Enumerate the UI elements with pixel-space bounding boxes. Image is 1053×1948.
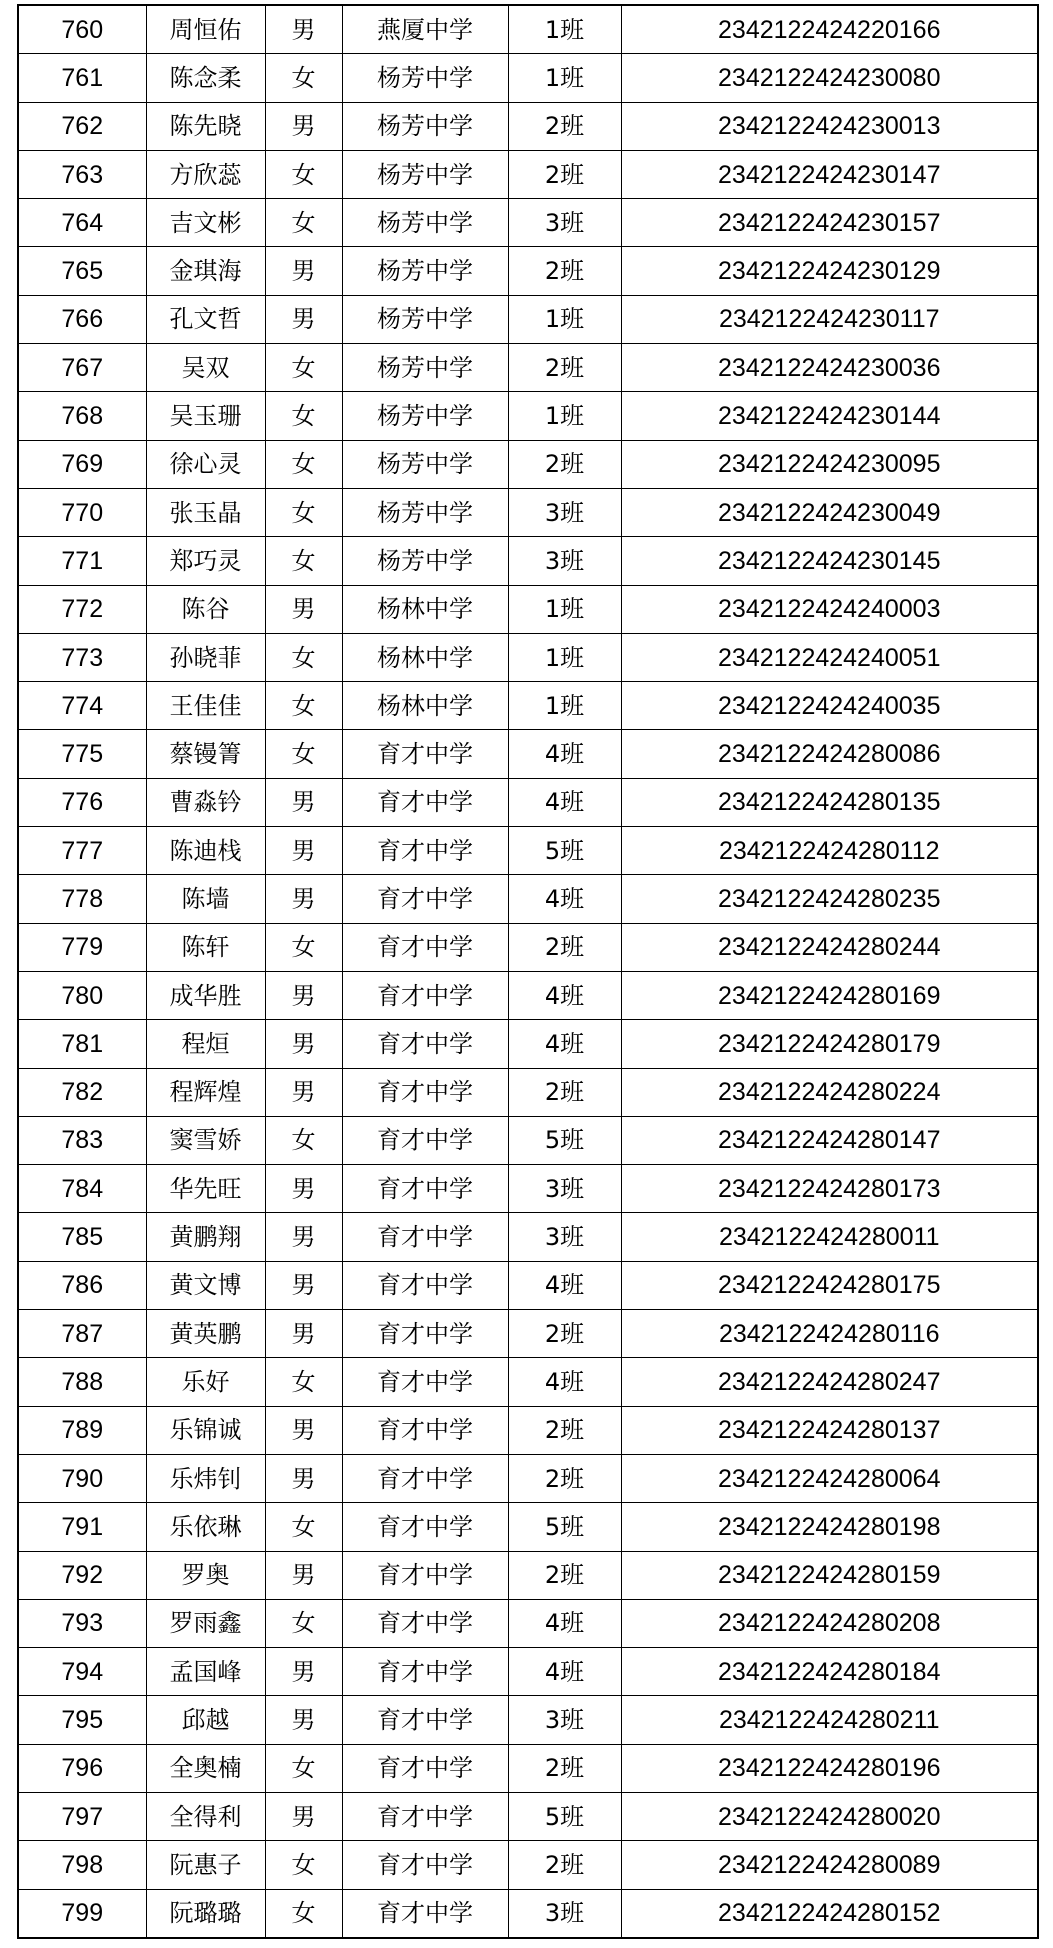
serial-number-cell: 763 <box>18 150 146 198</box>
school-cell: 育才中学 <box>342 1020 508 1068</box>
class-cell: 1班 <box>508 633 621 681</box>
serial-number-cell: 798 <box>18 1841 146 1889</box>
table-row <box>18 1792 1038 1840</box>
gender-cell: 女 <box>265 1503 342 1551</box>
student-name-cell: 金琪海 <box>146 247 265 295</box>
serial-number-cell: 787 <box>18 1310 146 1358</box>
student-name-cell: 王佳佳 <box>146 682 265 730</box>
student-name-cell: 陈先晓 <box>146 102 265 150</box>
school-cell: 杨芳中学 <box>342 247 508 295</box>
school-cell: 杨芳中学 <box>342 537 508 585</box>
table-row <box>18 440 1038 488</box>
gender-cell: 女 <box>265 633 342 681</box>
gender-cell: 男 <box>265 1261 342 1309</box>
student-name-cell: 黄英鹏 <box>146 1310 265 1358</box>
serial-number-cell: 781 <box>18 1020 146 1068</box>
class-cell: 3班 <box>508 1889 621 1938</box>
serial-number-cell: 761 <box>18 54 146 102</box>
class-cell: 2班 <box>508 1068 621 1116</box>
exam-number-cell: 2342122424230036 <box>621 344 1038 392</box>
gender-cell: 女 <box>265 537 342 585</box>
serial-number-cell: 762 <box>18 102 146 150</box>
student-name-cell: 曹淼钤 <box>146 778 265 826</box>
gender-cell: 女 <box>265 1116 342 1164</box>
class-cell: 4班 <box>508 1599 621 1647</box>
student-name-cell: 罗雨鑫 <box>146 1599 265 1647</box>
gender-cell: 男 <box>265 1068 342 1116</box>
class-cell: 4班 <box>508 1648 621 1696</box>
class-cell: 1班 <box>508 5 621 54</box>
school-cell: 杨芳中学 <box>342 488 508 536</box>
student-name-cell: 乐好 <box>146 1358 265 1406</box>
student-name-cell: 周恒佑 <box>146 5 265 54</box>
gender-cell: 女 <box>265 440 342 488</box>
student-name-cell: 孟国峰 <box>146 1648 265 1696</box>
school-cell: 育才中学 <box>342 1454 508 1502</box>
student-name-cell: 吉文彬 <box>146 199 265 247</box>
class-cell: 3班 <box>508 199 621 247</box>
school-cell: 杨林中学 <box>342 682 508 730</box>
student-name-cell: 吴双 <box>146 344 265 392</box>
table-row <box>18 5 1038 54</box>
exam-number-cell: 2342122424280064 <box>621 1454 1038 1502</box>
school-cell: 杨芳中学 <box>342 199 508 247</box>
exam-number-cell: 2342122424240051 <box>621 633 1038 681</box>
exam-number-cell: 2342122424230157 <box>621 199 1038 247</box>
serial-number-cell: 785 <box>18 1213 146 1261</box>
table-row <box>18 1358 1038 1406</box>
student-name-cell: 张玉晶 <box>146 488 265 536</box>
table-row <box>18 1696 1038 1744</box>
table-row <box>18 344 1038 392</box>
exam-number-cell: 2342122424280169 <box>621 971 1038 1019</box>
class-cell: 1班 <box>508 54 621 102</box>
class-cell: 2班 <box>508 1406 621 1454</box>
gender-cell: 男 <box>265 1213 342 1261</box>
exam-number-cell: 2342122424230095 <box>621 440 1038 488</box>
exam-number-cell: 2342122424280112 <box>621 827 1038 875</box>
gender-cell: 男 <box>265 1406 342 1454</box>
exam-number-cell: 2342122424230049 <box>621 488 1038 536</box>
class-cell: 2班 <box>508 1841 621 1889</box>
school-cell: 育才中学 <box>342 1696 508 1744</box>
exam-number-cell: 2342122424280235 <box>621 875 1038 923</box>
table-row <box>18 682 1038 730</box>
exam-number-cell: 2342122424230117 <box>621 295 1038 343</box>
class-cell: 1班 <box>508 585 621 633</box>
student-name-cell: 方欣蕊 <box>146 150 265 198</box>
student-name-cell: 孔文哲 <box>146 295 265 343</box>
table-row <box>18 971 1038 1019</box>
student-name-cell: 陈墙 <box>146 875 265 923</box>
class-cell: 3班 <box>508 1213 621 1261</box>
exam-number-cell: 2342122424230080 <box>621 54 1038 102</box>
gender-cell: 男 <box>265 295 342 343</box>
table-row <box>18 1213 1038 1261</box>
school-cell: 育才中学 <box>342 1599 508 1647</box>
gender-cell: 女 <box>265 344 342 392</box>
table-row <box>18 102 1038 150</box>
serial-number-cell: 778 <box>18 875 146 923</box>
serial-number-cell: 779 <box>18 923 146 971</box>
student-name-cell: 阮惠子 <box>146 1841 265 1889</box>
gender-cell: 女 <box>265 730 342 778</box>
student-name-cell: 程辉煌 <box>146 1068 265 1116</box>
gender-cell: 男 <box>265 778 342 826</box>
student-name-cell: 乐依琳 <box>146 1503 265 1551</box>
table-row <box>18 875 1038 923</box>
class-cell: 2班 <box>508 1744 621 1792</box>
gender-cell: 女 <box>265 54 342 102</box>
serial-number-cell: 783 <box>18 1116 146 1164</box>
school-cell: 育才中学 <box>342 1503 508 1551</box>
serial-number-cell: 776 <box>18 778 146 826</box>
gender-cell: 女 <box>265 1744 342 1792</box>
exam-number-cell: 2342122424230144 <box>621 392 1038 440</box>
student-name-cell: 阮璐璐 <box>146 1889 265 1938</box>
school-cell: 杨芳中学 <box>342 344 508 392</box>
table-row <box>18 585 1038 633</box>
table-row <box>18 730 1038 778</box>
gender-cell: 女 <box>265 392 342 440</box>
gender-cell: 男 <box>265 1551 342 1599</box>
gender-cell: 女 <box>265 488 342 536</box>
serial-number-cell: 777 <box>18 827 146 875</box>
class-cell: 2班 <box>508 923 621 971</box>
table-row <box>18 1503 1038 1551</box>
serial-number-cell: 793 <box>18 1599 146 1647</box>
table-row <box>18 1165 1038 1213</box>
class-cell: 1班 <box>508 295 621 343</box>
serial-number-cell: 799 <box>18 1889 146 1938</box>
gender-cell: 男 <box>265 1454 342 1502</box>
school-cell: 育才中学 <box>342 1165 508 1213</box>
gender-cell: 女 <box>265 150 342 198</box>
exam-number-cell: 2342122424280175 <box>621 1261 1038 1309</box>
table-row <box>18 923 1038 971</box>
table-row <box>18 1261 1038 1309</box>
school-cell: 育才中学 <box>342 1358 508 1406</box>
class-cell: 4班 <box>508 1261 621 1309</box>
gender-cell: 男 <box>265 1310 342 1358</box>
gender-cell: 男 <box>265 5 342 54</box>
class-cell: 2班 <box>508 1551 621 1599</box>
exam-number-cell: 2342122424230145 <box>621 537 1038 585</box>
serial-number-cell: 760 <box>18 5 146 54</box>
serial-number-cell: 775 <box>18 730 146 778</box>
exam-number-cell: 2342122424280116 <box>621 1310 1038 1358</box>
class-cell: 5班 <box>508 1503 621 1551</box>
class-cell: 3班 <box>508 1696 621 1744</box>
school-cell: 杨芳中学 <box>342 150 508 198</box>
school-cell: 育才中学 <box>342 1213 508 1261</box>
student-roster-table <box>17 4 1039 1939</box>
gender-cell: 男 <box>265 971 342 1019</box>
student-name-cell: 陈谷 <box>146 585 265 633</box>
class-cell: 4班 <box>508 1358 621 1406</box>
serial-number-cell: 790 <box>18 1454 146 1502</box>
serial-number-cell: 791 <box>18 1503 146 1551</box>
school-cell: 育才中学 <box>342 1261 508 1309</box>
school-cell: 育才中学 <box>342 1792 508 1840</box>
table-row <box>18 488 1038 536</box>
serial-number-cell: 771 <box>18 537 146 585</box>
serial-number-cell: 772 <box>18 585 146 633</box>
table-row <box>18 295 1038 343</box>
serial-number-cell: 788 <box>18 1358 146 1406</box>
student-name-cell: 蔡镘箐 <box>146 730 265 778</box>
class-cell: 4班 <box>508 730 621 778</box>
serial-number-cell: 769 <box>18 440 146 488</box>
gender-cell: 男 <box>265 875 342 923</box>
table-row <box>18 1116 1038 1164</box>
serial-number-cell: 780 <box>18 971 146 1019</box>
student-name-cell: 罗奥 <box>146 1551 265 1599</box>
exam-number-cell: 2342122424280244 <box>621 923 1038 971</box>
student-name-cell: 全得利 <box>146 1792 265 1840</box>
gender-cell: 男 <box>265 827 342 875</box>
exam-number-cell: 2342122424280184 <box>621 1648 1038 1696</box>
exam-number-cell: 2342122424280224 <box>621 1068 1038 1116</box>
serial-number-cell: 768 <box>18 392 146 440</box>
school-cell: 育才中学 <box>342 1841 508 1889</box>
class-cell: 1班 <box>508 682 621 730</box>
school-cell: 育才中学 <box>342 923 508 971</box>
class-cell: 5班 <box>508 1792 621 1840</box>
serial-number-cell: 774 <box>18 682 146 730</box>
table-row <box>18 1551 1038 1599</box>
class-cell: 2班 <box>508 102 621 150</box>
gender-cell: 男 <box>265 585 342 633</box>
serial-number-cell: 786 <box>18 1261 146 1309</box>
class-cell: 4班 <box>508 778 621 826</box>
exam-number-cell: 2342122424280198 <box>621 1503 1038 1551</box>
class-cell: 2班 <box>508 440 621 488</box>
student-name-cell: 孙晓菲 <box>146 633 265 681</box>
class-cell: 2班 <box>508 1454 621 1502</box>
exam-number-cell: 2342122424280147 <box>621 1116 1038 1164</box>
serial-number-cell: 784 <box>18 1165 146 1213</box>
table-row <box>18 150 1038 198</box>
student-name-cell: 陈轩 <box>146 923 265 971</box>
table-row <box>18 1744 1038 1792</box>
serial-number-cell: 792 <box>18 1551 146 1599</box>
gender-cell: 女 <box>265 1599 342 1647</box>
serial-number-cell: 767 <box>18 344 146 392</box>
student-name-cell: 郑巧灵 <box>146 537 265 585</box>
class-cell: 4班 <box>508 875 621 923</box>
table-row <box>18 1454 1038 1502</box>
school-cell: 育才中学 <box>342 1406 508 1454</box>
class-cell: 3班 <box>508 1165 621 1213</box>
exam-number-cell: 2342122424280086 <box>621 730 1038 778</box>
school-cell: 杨芳中学 <box>342 102 508 150</box>
school-cell: 杨芳中学 <box>342 295 508 343</box>
student-name-cell: 程烜 <box>146 1020 265 1068</box>
exam-number-cell: 2342122424280179 <box>621 1020 1038 1068</box>
school-cell: 杨芳中学 <box>342 392 508 440</box>
class-cell: 3班 <box>508 488 621 536</box>
exam-number-cell: 2342122424280211 <box>621 1696 1038 1744</box>
table-row <box>18 827 1038 875</box>
serial-number-cell: 794 <box>18 1648 146 1696</box>
table-row <box>18 1406 1038 1454</box>
serial-number-cell: 797 <box>18 1792 146 1840</box>
table-row <box>18 537 1038 585</box>
school-cell: 育才中学 <box>342 730 508 778</box>
serial-number-cell: 764 <box>18 199 146 247</box>
exam-number-cell: 2342122424230129 <box>621 247 1038 295</box>
exam-number-cell: 2342122424280137 <box>621 1406 1038 1454</box>
exam-number-cell: 2342122424220166 <box>621 5 1038 54</box>
student-name-cell: 徐心灵 <box>146 440 265 488</box>
class-cell: 2班 <box>508 1310 621 1358</box>
student-name-cell: 陈迪栈 <box>146 827 265 875</box>
gender-cell: 女 <box>265 682 342 730</box>
gender-cell: 男 <box>265 1696 342 1744</box>
exam-number-cell: 2342122424230013 <box>621 102 1038 150</box>
student-name-cell: 陈念柔 <box>146 54 265 102</box>
gender-cell: 男 <box>265 1792 342 1840</box>
gender-cell: 男 <box>265 1648 342 1696</box>
gender-cell: 女 <box>265 1358 342 1406</box>
school-cell: 育才中学 <box>342 1068 508 1116</box>
student-name-cell: 华先旺 <box>146 1165 265 1213</box>
table-row <box>18 1889 1038 1938</box>
student-name-cell: 邱越 <box>146 1696 265 1744</box>
exam-number-cell: 2342122424280208 <box>621 1599 1038 1647</box>
gender-cell: 男 <box>265 247 342 295</box>
class-cell: 5班 <box>508 827 621 875</box>
gender-cell: 女 <box>265 1841 342 1889</box>
student-name-cell: 吴玉珊 <box>146 392 265 440</box>
exam-number-cell: 2342122424280152 <box>621 1889 1038 1938</box>
serial-number-cell: 782 <box>18 1068 146 1116</box>
class-cell: 1班 <box>508 392 621 440</box>
table-row <box>18 778 1038 826</box>
student-name-cell: 全奥楠 <box>146 1744 265 1792</box>
school-cell: 育才中学 <box>342 778 508 826</box>
gender-cell: 男 <box>265 1020 342 1068</box>
exam-number-cell: 2342122424230147 <box>621 150 1038 198</box>
exam-number-cell: 2342122424280159 <box>621 1551 1038 1599</box>
student-name-cell: 黄文博 <box>146 1261 265 1309</box>
school-cell: 育才中学 <box>342 1744 508 1792</box>
school-cell: 育才中学 <box>342 1116 508 1164</box>
gender-cell: 男 <box>265 1165 342 1213</box>
serial-number-cell: 773 <box>18 633 146 681</box>
school-cell: 育才中学 <box>342 827 508 875</box>
serial-number-cell: 789 <box>18 1406 146 1454</box>
gender-cell: 男 <box>265 102 342 150</box>
student-name-cell: 黄鹏翔 <box>146 1213 265 1261</box>
class-cell: 5班 <box>508 1116 621 1164</box>
school-cell: 育才中学 <box>342 1551 508 1599</box>
school-cell: 育才中学 <box>342 875 508 923</box>
class-cell: 3班 <box>508 537 621 585</box>
table-row <box>18 199 1038 247</box>
exam-number-cell: 2342122424280020 <box>621 1792 1038 1840</box>
table-row <box>18 54 1038 102</box>
serial-number-cell: 765 <box>18 247 146 295</box>
school-cell: 育才中学 <box>342 971 508 1019</box>
school-cell: 杨芳中学 <box>342 54 508 102</box>
student-name-cell: 乐炜钊 <box>146 1454 265 1502</box>
class-cell: 4班 <box>508 1020 621 1068</box>
table-row <box>18 247 1038 295</box>
exam-number-cell: 2342122424280247 <box>621 1358 1038 1406</box>
table-row <box>18 392 1038 440</box>
school-cell: 燕厦中学 <box>342 5 508 54</box>
school-cell: 杨林中学 <box>342 633 508 681</box>
table-row <box>18 1599 1038 1647</box>
student-name-cell: 乐锦诚 <box>146 1406 265 1454</box>
exam-number-cell: 2342122424240035 <box>621 682 1038 730</box>
serial-number-cell: 795 <box>18 1696 146 1744</box>
school-cell: 育才中学 <box>342 1310 508 1358</box>
exam-number-cell: 2342122424280196 <box>621 1744 1038 1792</box>
table-row <box>18 1841 1038 1889</box>
exam-number-cell: 2342122424280173 <box>621 1165 1038 1213</box>
table-row <box>18 1310 1038 1358</box>
table-row <box>18 633 1038 681</box>
table-row <box>18 1020 1038 1068</box>
class-cell: 2班 <box>508 344 621 392</box>
serial-number-cell: 770 <box>18 488 146 536</box>
gender-cell: 女 <box>265 923 342 971</box>
class-cell: 2班 <box>508 150 621 198</box>
exam-number-cell: 2342122424240003 <box>621 585 1038 633</box>
student-name-cell: 成华胜 <box>146 971 265 1019</box>
student-name-cell: 窦雪娇 <box>146 1116 265 1164</box>
exam-number-cell: 2342122424280011 <box>621 1213 1038 1261</box>
serial-number-cell: 766 <box>18 295 146 343</box>
class-cell: 2班 <box>508 247 621 295</box>
serial-number-cell: 796 <box>18 1744 146 1792</box>
exam-number-cell: 2342122424280135 <box>621 778 1038 826</box>
table-row <box>18 1068 1038 1116</box>
gender-cell: 女 <box>265 199 342 247</box>
school-cell: 育才中学 <box>342 1648 508 1696</box>
table-row <box>18 1648 1038 1696</box>
roster-body <box>18 5 1038 1938</box>
school-cell: 育才中学 <box>342 1889 508 1938</box>
school-cell: 杨林中学 <box>342 585 508 633</box>
gender-cell: 女 <box>265 1889 342 1938</box>
class-cell: 4班 <box>508 971 621 1019</box>
school-cell: 杨芳中学 <box>342 440 508 488</box>
exam-number-cell: 2342122424280089 <box>621 1841 1038 1889</box>
